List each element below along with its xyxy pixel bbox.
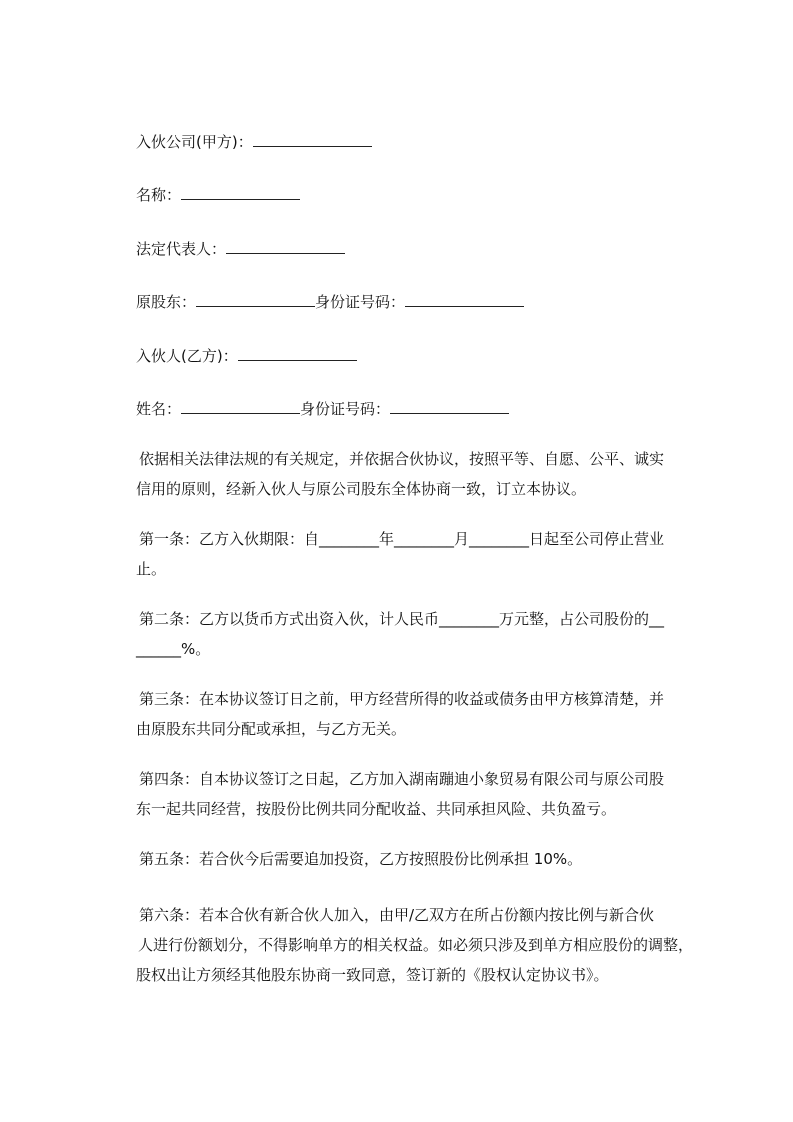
paragraph-line: 由原股东共同分配或承担，与乙方无关。: [136, 720, 407, 738]
article-1: [136, 524, 706, 584]
paragraph-line: 止。: [136, 560, 167, 578]
field-label: 法定代表人：: [136, 240, 227, 258]
field-label: 入伙公司(甲方)：: [136, 133, 253, 151]
paragraph-line: 信用的原则，经新入伙人与原公司股东全体协商一致，订立本协议。: [136, 480, 587, 498]
paragraph-line: ______%。: [136, 640, 211, 658]
paragraph-line: 第二条：乙方以货币方式出资入伙，计人民币________万元整，占公司股份的__: [139, 610, 665, 628]
field-label: 身份证号码：: [315, 293, 406, 311]
paragraph-line: 东一起共同经营，按股份比例共同分配收益、共同承担风险、共负盈亏。: [136, 800, 617, 818]
article-5: [136, 844, 706, 874]
article-2: [136, 604, 706, 664]
paragraph-line: 第三条：在本协议签订日之前，甲方经营所得的收益或债务由甲方核算清楚，并: [139, 690, 665, 708]
article-6: [136, 900, 706, 990]
fill-blank[interactable]: [196, 291, 315, 307]
paragraph-line: 依据相关法律法规的有关规定，并依据合伙协议，按照平等、自愿、公平、诚实: [139, 450, 665, 468]
paragraph-line: 第五条：若合伙今后需要追加投资，乙方按照股份比例承担 10%。: [139, 850, 583, 868]
fill-blank[interactable]: [238, 345, 357, 361]
paragraph-line: 股权出让方须经其他股东协商一致同意，签订新的《股权认定协议书》。: [136, 966, 609, 984]
field-name: [136, 184, 300, 205]
field-label: 名称：: [136, 186, 182, 204]
field-label: 姓名：: [136, 400, 182, 418]
field-new-partner: [136, 345, 357, 366]
fill-blank[interactable]: [226, 238, 345, 254]
field-label: 入伙人(乙方)：: [136, 347, 238, 365]
paragraph-line: 人进行份额划分，不得影响单方的相关权益。如必须只涉及到单方相应股份的调整，: [138, 936, 694, 954]
fill-blank[interactable]: [181, 184, 300, 200]
fill-blank[interactable]: [405, 291, 524, 307]
fill-blank[interactable]: [390, 398, 509, 414]
paragraph-line: 第六条：若本合伙有新合伙人加入，由甲/乙双方在所占份额内按比例与新合伙: [139, 906, 655, 924]
paragraph-line: 第四条：自本协议签订之日起，乙方加入湖南蹦迪小象贸易有限公司与原公司股: [139, 770, 665, 788]
intro-paragraph: [136, 444, 706, 504]
fill-blank[interactable]: [253, 131, 372, 147]
fill-blank[interactable]: [181, 398, 300, 414]
article-3: [136, 684, 706, 744]
field-partner-name: [136, 398, 509, 419]
field-legal-rep: [136, 238, 345, 259]
field-partner-company: [136, 131, 372, 152]
paragraph-line: 第一条：乙方入伙期限：自________年________月________日起至公司停止营业: [139, 530, 665, 548]
field-label: 身份证号码：: [300, 400, 391, 418]
field-label: 原股东：: [136, 293, 197, 311]
field-original-shareholder: [136, 291, 524, 312]
article-4: [136, 764, 706, 824]
